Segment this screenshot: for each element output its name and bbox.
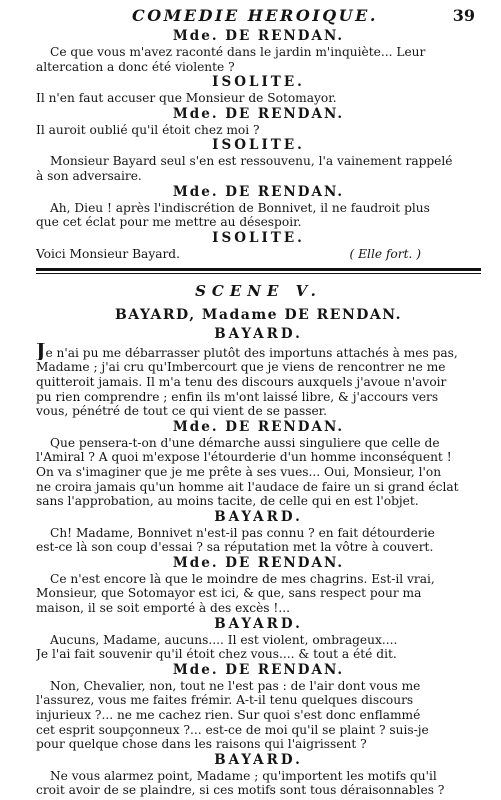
dialogue-line: Ch! Madame, Bonnivet n'est-il pas connu ? en fait détourderie — [50, 525, 435, 540]
divider-rule-thin — [36, 273, 481, 274]
speaker-name: BAYARD. — [214, 751, 303, 768]
dialogue-block-12 — [36, 662, 481, 752]
page-number: 39 — [452, 6, 475, 25]
dialogue-line: que cet éclat pour me mettre au désespoir. — [36, 215, 302, 230]
speaker-name: ISOLITE. — [212, 137, 305, 154]
speaker-name: Mde. DE RENDAN. — [172, 661, 345, 678]
dialogue-line: Ne vous alarmez point, Madame ; qu'importent les motifs qu'il — [50, 768, 437, 783]
dialogue-line: pour quelque chose dans les raisons qui l'aigrissent ? — [36, 737, 367, 752]
speaker-name: BAYARD. — [214, 508, 303, 525]
dialogue-line: Ah, Dieu ! après l'indiscrétion de Bonnivet, il ne faudroit plus — [50, 200, 430, 215]
drop-cap: J — [36, 342, 46, 361]
dialogue-line: cet esprit soupçonneux ?... est-ce de moi qu'il se plaint ? suis-je — [36, 722, 429, 737]
dialogue-line: Monsieur, que Sotomayor est ici, & que, sans respect pour ma — [36, 586, 422, 601]
speaker-name: Mde. DE RENDAN. — [172, 28, 345, 44]
dialogue-line: maison, il se soit emporté à des excès !... — [36, 601, 290, 616]
divider-rule-thick — [36, 268, 481, 271]
scene-title: SCENE V. — [195, 281, 322, 300]
dialogue-block-5 — [36, 184, 481, 230]
dialogue-line: Il n'en faut accuser que Monsieur de Sotomayor. — [36, 91, 337, 106]
dialogue-line: Non, Chevalier, non, tout ne l'est pas : de l'air dont vous me — [50, 678, 421, 693]
dialogue-line: Il auroit oublié qu'il étoit chez moi ? — [36, 122, 260, 137]
running-head — [36, 6, 481, 28]
dialogue-line: croit avoir de se plaindre, si ces motifs sont tous déraisonnables ? — [36, 783, 445, 798]
dialogue-block-2 — [36, 74, 481, 106]
dialogue-line: est-ce là son coup d'essai ? sa réputation met la vôtre à couvert. — [36, 540, 434, 555]
dialogue-line: Madame ; j'ai cru qu'Imbercourt que je viens de rencontrer ne me — [36, 360, 446, 375]
dialogue-block-11 — [36, 616, 481, 662]
dialogue-line: Monsieur Bayard seul s'en est ressouvenu, l'a vainement rappelé — [50, 154, 453, 169]
dialogue-line: quitteroit jamais. Il m'a tenu des discours auxquels j'avoue n'avoir — [36, 374, 447, 389]
scene-divider — [36, 268, 481, 274]
stage-direction: ( Elle fort. ) — [349, 246, 421, 261]
speaker-name: Mde. DE RENDAN. — [172, 105, 345, 122]
dialogue-block-1 — [36, 28, 481, 74]
dialogue-line: altercation a donc été violente ? — [36, 59, 235, 74]
dialogue-line: Aucuns, Madame, aucuns.... Il est violent, ombrageux.... — [50, 632, 398, 647]
dialogue-line: l'assurez, vous me faites frémir. A-t-il tenu quelques discours — [36, 693, 414, 708]
dialogue-block-3 — [36, 106, 481, 138]
dialogue-block-10 — [36, 555, 481, 616]
speaker-name: Mde. DE RENDAN. — [172, 418, 345, 435]
dialogue-line: à son adversaire. — [36, 168, 142, 183]
running-title: COMEDIE HEROIQUE. — [132, 6, 378, 25]
dialogue-line: Ce que vous m'avez raconté dans le jardin m'inquiète... Leur — [50, 45, 426, 59]
dialogue-line: l'Amiral ? A quoi m'expose l'étourderie d'un homme inconséquent ! — [36, 450, 452, 465]
dialogue-line: Ce n'est encore là que le moindre de mes chagrins. Est-il vrai, — [50, 571, 435, 586]
dialogue-line: injurieux ?... ne me cachez rien. Sur quoi s'est donc enflammé — [36, 708, 421, 723]
dialogue-line: Je n'ai pu me débarrasser plutôt des importuns attachés à mes pas, — [36, 343, 481, 361]
speaker-name: ISOLITE. — [212, 74, 305, 91]
dialogue-row — [36, 247, 481, 262]
dialogue-line: Que pensera-t-on d'une démarche aussi singuliere que celle de — [50, 435, 440, 450]
speaker-name: ISOLITE. — [212, 229, 305, 246]
dialogue-block-9 — [36, 509, 481, 555]
speaker-name: Mde. DE RENDAN. — [172, 554, 345, 571]
dialogue-block-6 — [36, 230, 481, 262]
dialogue-line: ne croira jamais qu'un homme ait l'audace de faire un si grand éclat — [36, 479, 459, 494]
dialogue-block-7 — [36, 326, 481, 419]
dialogue-line: vous, pénétré de tout ce qui vient de se passer. — [36, 404, 328, 419]
dialogue-line: pu rien comprendre ; enfin ils m'ont laissé libre, & j'accours vers — [36, 389, 439, 404]
dialogue-block-4 — [36, 137, 481, 183]
dialogue-block-13 — [36, 752, 481, 798]
speaker-name: Mde. DE RENDAN. — [172, 183, 345, 200]
dialogue-line: Je l'ai fait souvenir qu'il étoit chez vous.... & tout a été dit. — [36, 647, 397, 662]
speaker-name: BAYARD. — [214, 325, 303, 342]
dialogue-block-8 — [36, 419, 481, 509]
dialogue-line: On va s'imaginer que je me prête à ses vues... Oui, Monsieur, l'on — [36, 464, 442, 479]
scene-cast: BAYARD, Madame DE RENDAN. — [114, 306, 403, 323]
dialogue-line: Voici Monsieur Bayard. — [36, 246, 180, 261]
dialogue-line: sans l'approbation, au moins tacite, de celle qui en est l'objet. — [36, 494, 419, 509]
speaker-name: BAYARD. — [214, 615, 303, 632]
